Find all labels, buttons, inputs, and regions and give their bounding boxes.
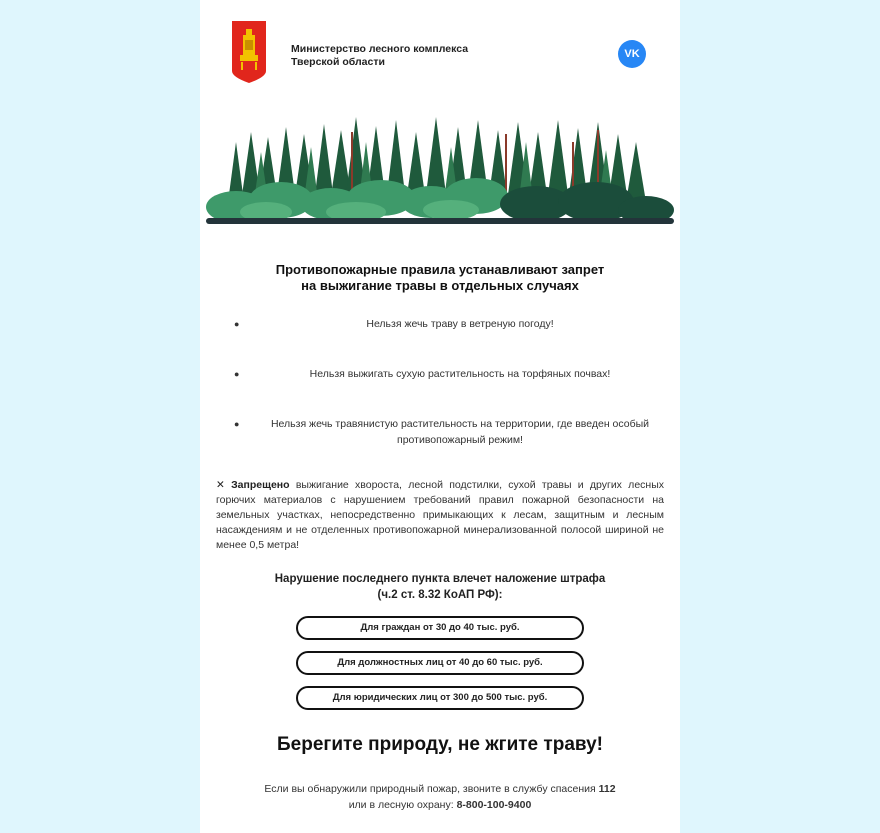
bullet-icon: ● bbox=[234, 419, 240, 429]
vk-link-icon[interactable] bbox=[618, 40, 646, 68]
rescue-number[interactable]: 112 bbox=[598, 783, 616, 795]
contact-info bbox=[200, 781, 680, 813]
rule-item bbox=[230, 416, 670, 448]
fine-heading-line1: Нарушение последнего пункта влечет наложение штрафа bbox=[274, 573, 606, 585]
rule-item bbox=[230, 316, 670, 332]
ministry-name bbox=[291, 43, 468, 69]
prohibition-text: выжигание хвороста, лесной подстилки, сухой травы и других лесных горючих материалов с нарушением требований правил пожарной безопасности на земельных участках, непосредственно примыкающих к лесам, защитным и лесным насаждениям и не отделенных противопожарной минерализованной полосой шириной не менее 0,5 метра! bbox=[216, 479, 664, 551]
header bbox=[232, 21, 652, 83]
tver-coat-of-arms-icon bbox=[232, 21, 266, 83]
fine-heading-line2: (ч.2 ст. 8.32 КоАП РФ): bbox=[377, 589, 503, 601]
forest-guard-number[interactable]: 8-800-100-9400 bbox=[456, 799, 532, 811]
prohibition-paragraph bbox=[216, 478, 664, 553]
cross-mark-icon: ✕ bbox=[216, 479, 225, 491]
prohibition-label: Запрещено bbox=[231, 479, 290, 491]
ministry-name-line1: Министерство лесного комплекса bbox=[291, 43, 469, 55]
contact-line2 bbox=[200, 797, 680, 813]
contact-line2-text: или в лесную охрану: bbox=[348, 799, 454, 811]
forest-illustration bbox=[206, 112, 674, 230]
rules-heading-line2: на выжигание травы в отдельных случаях bbox=[301, 278, 579, 293]
rule-text: Нельзя жечь траву в ветреную погоду! bbox=[366, 318, 554, 330]
rules-heading-line1: Противопожарные правила устанавливают запрет bbox=[275, 262, 605, 277]
bullet-icon: ● bbox=[234, 369, 240, 379]
rule-text: Нельзя выжигать сухую растительность на торфяных почвах! bbox=[309, 368, 611, 380]
rules-heading bbox=[200, 262, 680, 294]
fine-heading bbox=[200, 571, 680, 603]
ministry-name-line2: Тверской области bbox=[291, 56, 385, 68]
fine-citizens-pill: Для граждан от 30 до 40 тыс. руб. bbox=[296, 616, 584, 640]
contact-line1 bbox=[200, 781, 680, 797]
rule-item bbox=[230, 366, 670, 382]
email-body bbox=[200, 0, 680, 833]
fine-officials-pill: Для должностных лиц от 40 до 60 тыс. руб. bbox=[296, 651, 584, 675]
vk-label: VK bbox=[624, 48, 640, 60]
fine-legal-entities-pill: Для юридических лиц от 300 до 500 тыс. руб. bbox=[296, 686, 584, 710]
slogan: Берегите природу, не жгите траву! bbox=[277, 734, 603, 755]
bullet-icon: ● bbox=[234, 319, 240, 329]
contact-line1-text: Если вы обнаружили природный пожар, звоните в службу спасения bbox=[264, 783, 596, 795]
rule-text: Нельзя жечь травянистую растительность на территории, где введен особый противопожарный режим! bbox=[270, 418, 650, 446]
